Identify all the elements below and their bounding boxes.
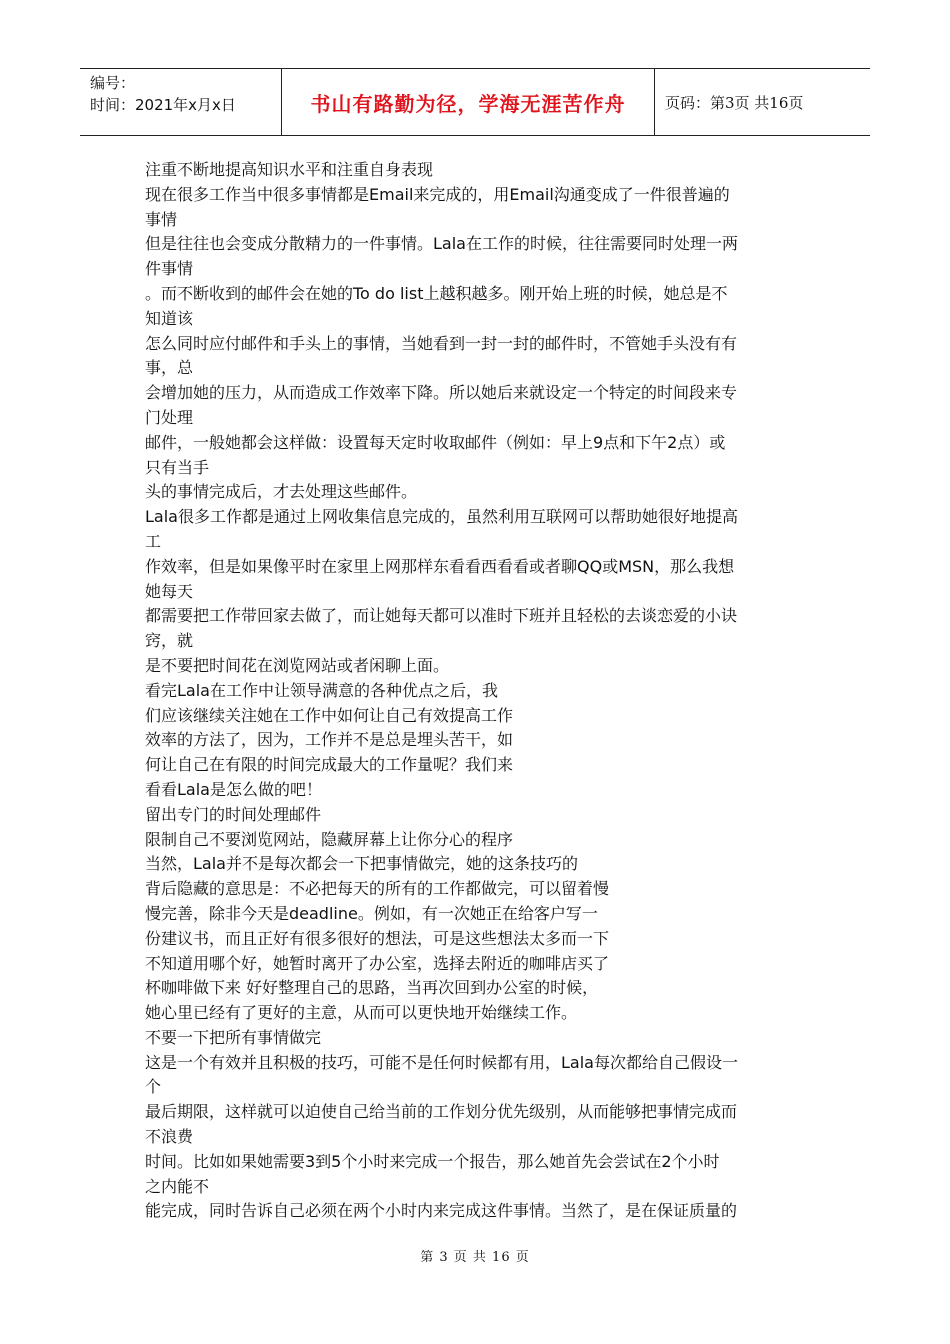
body-text-line: 。而不断收到的邮件会在她的To do list上越积越多。刚开始上班的时候，她总是不 bbox=[145, 283, 728, 303]
body-text-line: 只有当手 bbox=[145, 457, 210, 477]
body-text-line: 这是一个有效并且积极的技巧，可能不是任何时候都有用，Lala每次都给自己假设一 bbox=[145, 1052, 738, 1072]
body-text-line: 效率的方法了，因为，工作并不是总是埋头苦干，如 bbox=[145, 730, 514, 750]
body-text-line: 看看Lala是怎么做的吧！ bbox=[145, 779, 322, 799]
body-text-line: 份建议书，而且正好有很多很好的想法，可是这些想法太多而一下 bbox=[145, 928, 610, 948]
body-text-line: Lala很多工作都是通过上网收集信息完成的，虽然利用互联网可以帮助她很好地提高 bbox=[145, 507, 738, 527]
body-text-line: 头的事情完成后，才去处理这些邮件。 bbox=[145, 482, 418, 502]
document-header bbox=[80, 68, 870, 136]
body-text-line: 时间。比如如果她需要3到5个小时来完成一个报告，那么她首先会尝试在2个小时 bbox=[145, 1151, 720, 1171]
body-text-line: 们应该继续关注她在工作中如何让自己有效提高工作 bbox=[145, 705, 514, 725]
body-text-line: 门处理 bbox=[145, 407, 194, 427]
header-motto: 书山有路勤为径，学海无涯苦作舟 bbox=[282, 69, 655, 135]
body-text-line: 能完成，同时告诉自己必须在两个小时内来完成这件事情。当然了，是在保证质量的 bbox=[145, 1201, 738, 1221]
header-page-info: 页码：第3页 共16页 bbox=[665, 93, 804, 112]
header-date-label: 时间：2021年x月x日 bbox=[90, 96, 236, 114]
body-text-line: 她心里已经有了更好的主意，从而可以更快地开始继续工作。 bbox=[145, 1003, 578, 1023]
body-text-line: 怎么同时应付邮件和手头上的事情，当她看到一封一封的邮件时，不管她手头没有有 bbox=[145, 333, 738, 353]
body-text-line: 注重不断地提高知识水平和注重自身表现 bbox=[145, 160, 434, 179]
body-text-line: 作效率，但是如果像平时在家里上网那样东看看西看看或者聊QQ或MSN，那么我想 bbox=[145, 556, 735, 576]
body-text-line: 慢完善，除非今天是deadline。例如，有一次她正在给客户写一 bbox=[145, 903, 598, 923]
body-text-line: 不知道用哪个好，她暂时离开了办公室，选择去附近的咖啡店买了 bbox=[145, 953, 610, 973]
body-text-line: 最后期限，这样就可以迫使自己给当前的工作划分优先级别，从而能够把事情完成而 bbox=[145, 1102, 738, 1122]
body-text-line: 留出专门的时间处理邮件 bbox=[145, 804, 322, 824]
body-text-line: 之内能不 bbox=[145, 1176, 210, 1196]
body-text-line: 背后隐藏的意思是：不必把每天的所有的工作都做完，可以留着慢 bbox=[145, 879, 610, 899]
body-text-line: 知道该 bbox=[145, 308, 194, 328]
body-text-line: 不要一下把所有事情做完 bbox=[145, 1027, 322, 1047]
header-number-label: 编号： bbox=[90, 74, 136, 92]
body-text-line: 但是往往也会变成分散精力的一件事情。Lala在工作的时候，往往需要同时处理一两 bbox=[145, 234, 738, 254]
body-text-line: 窍，就 bbox=[145, 631, 194, 651]
body-text-line: 限制自己不要浏览网站，隐藏屏幕上让你分心的程序 bbox=[145, 829, 514, 849]
body-text-line: 她每天 bbox=[145, 581, 194, 601]
body-text-line: 邮件，一般她都会这样做：设置每天定时收取邮件（例如：早上9点和下午2点）或 bbox=[145, 432, 726, 452]
body-text-line: 当然，Lala并不是每次都会一下把事情做完，她的这条技巧的 bbox=[145, 854, 578, 874]
body-text-line: 看完Lala在工作中让领导满意的各种优点之后，我 bbox=[145, 680, 498, 700]
document-body bbox=[145, 158, 810, 1224]
body-text-line: 杯咖啡做下来 好好整理自己的思路，当再次回到办公室的时候， bbox=[145, 978, 599, 998]
body-text-line: 何让自己在有限的时间完成最大的工作量呢？我们来 bbox=[145, 755, 514, 775]
header-meta-cell bbox=[80, 69, 282, 135]
body-text-line: 都需要把工作带回家去做了，而让她每天都可以准时下班并且轻松的去谈恋爱的小诀 bbox=[145, 606, 738, 626]
body-text-line: 不浪费 bbox=[145, 1127, 194, 1147]
page-footer: 第 3 页 共 16 页 bbox=[420, 1250, 530, 1265]
body-text-line: 是不要把时间花在浏览网站或者闲聊上面。 bbox=[145, 655, 450, 675]
body-text-line: 会增加她的压力，从而造成工作效率下降。所以她后来就设定一个特定的时间段来专 bbox=[145, 383, 738, 403]
body-text-line: 事，总 bbox=[145, 358, 194, 378]
body-text-line: 个 bbox=[145, 1077, 162, 1097]
body-text-line: 件事情 bbox=[145, 259, 194, 279]
body-text-line: 事情 bbox=[145, 209, 178, 229]
body-text-line: 现在很多工作当中很多事情都是Email来完成的，用Email沟通变成了一件很普遍的 bbox=[145, 184, 730, 204]
body-text-line: 工 bbox=[145, 531, 162, 551]
